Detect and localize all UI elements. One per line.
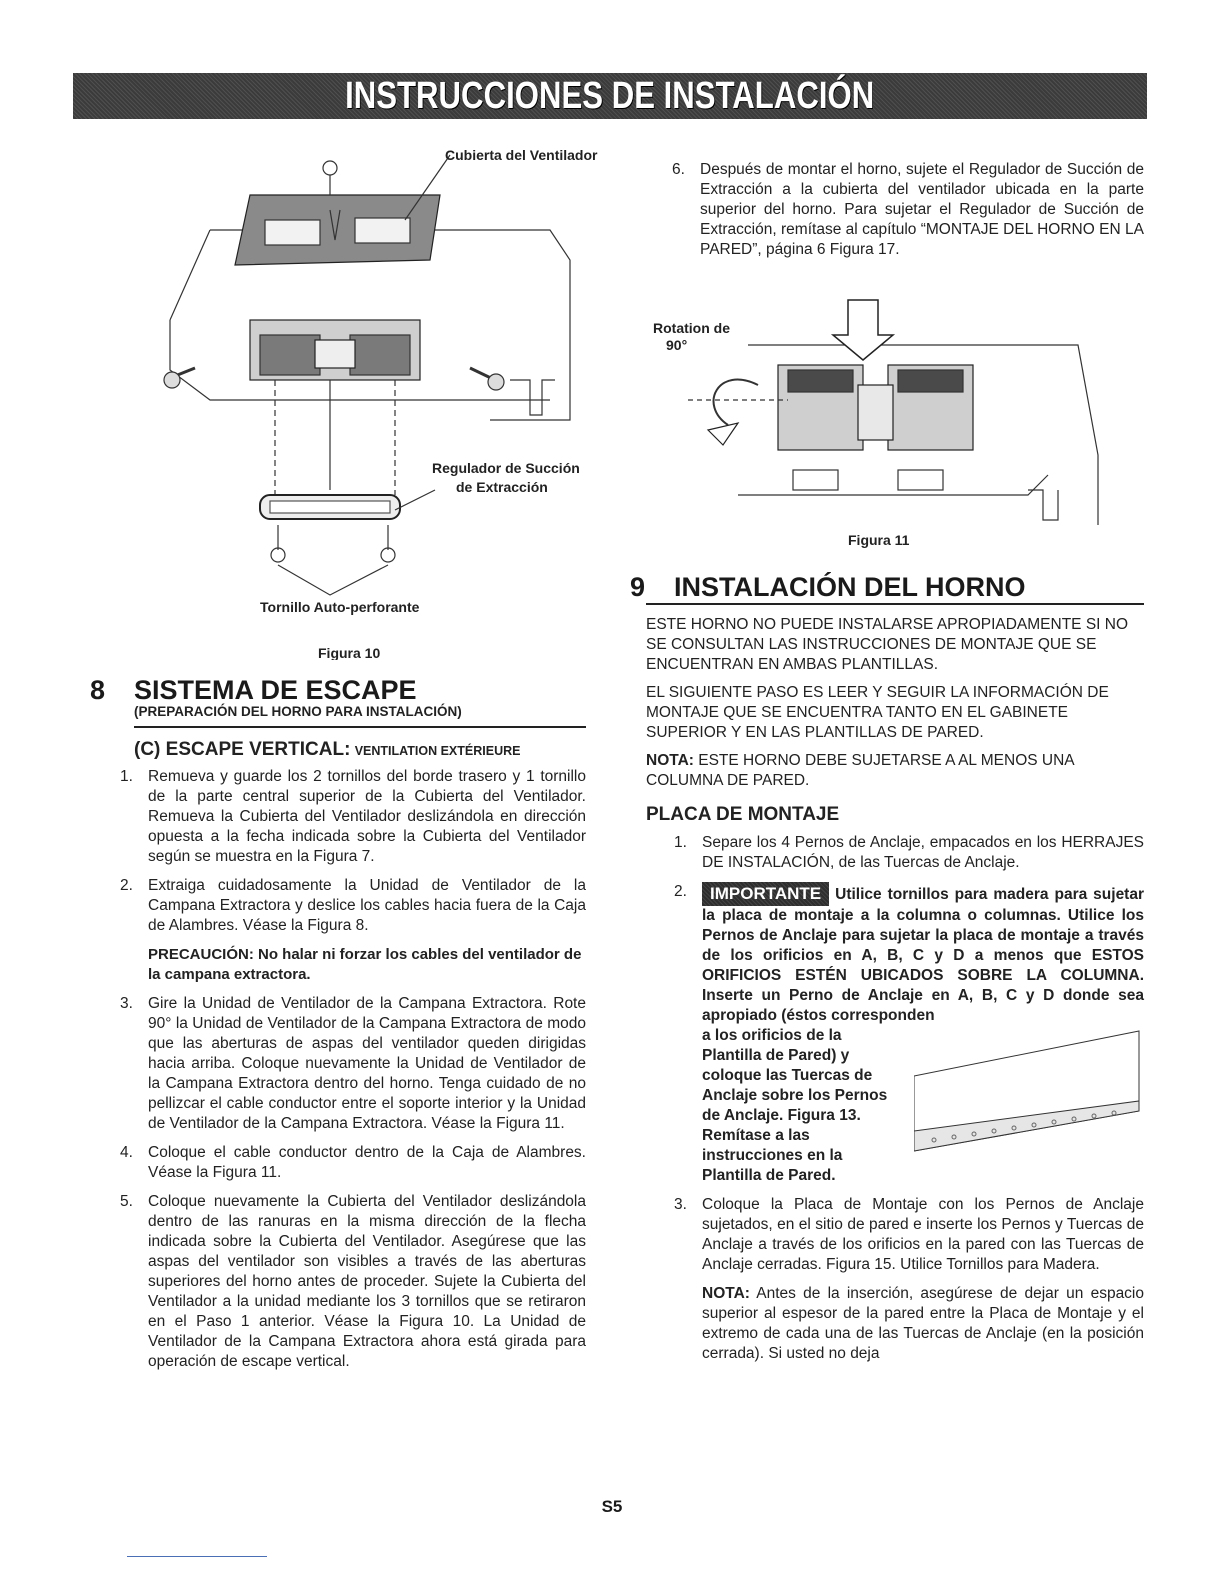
section-8-steps bbox=[120, 767, 586, 936]
section-9-nota-2: NOTA: Antes de la inserción, asegúrese de dejar un espacio superior al espesor de la pared entre la Placa de Montaje y el extremo de cada una de las Tuercas de Anclaje (en la posición cerrada). Si usted no deja bbox=[702, 1285, 1144, 1362]
section-9-rule bbox=[646, 603, 1144, 605]
step-2-wrap: a los orificios de la Plantilla de Pared) y coloque las Tuercas de Anclaje sobre los Pernos de Anclaje. Figura 13. Remítase a las instrucciones en la Plantilla de Pared. bbox=[702, 1026, 1144, 1186]
fan-rotation-diagram bbox=[648, 295, 1148, 555]
step-6-list bbox=[672, 160, 1144, 260]
section-9-heading bbox=[630, 572, 1144, 602]
section-9-para2: EL SIGUIENTE PASO ES LEER Y SEGUIR LA INFORMACIÓN DE MONTAJE QUE SE ENCUENTRA TANTO EN EL GABINETE SUPERIOR Y EN LAS PLANTILLAS DE PARED. bbox=[646, 684, 1109, 741]
footer-link-line bbox=[127, 1556, 267, 1557]
header-banner bbox=[73, 73, 1147, 119]
page-title: INSTRUCCIONES DE INSTALACIÓN bbox=[345, 74, 875, 117]
list-item: 1. Remueva y guarde los 2 tornillos del borde trasero y 1 tornillo de la parte central superior de la Cubierta del Ventilador. Remueva la Cubierta del Ventilador deslizándola en dirección opuesta a la fecha indicada sobre la Cubierta del Ventilador según se muestra en la Figura 7. bbox=[120, 768, 586, 865]
placa-subhead: PLACA DE MONTAJE bbox=[646, 804, 840, 825]
list-item: 1. Separe los 4 Pernos de Anclaje, empacados en los HERRAJES DE INSTALACIÓN, de las Tuercas de Anclaje. bbox=[674, 834, 1144, 871]
label-rotation-1: Rotation de bbox=[653, 320, 730, 336]
figure-11 bbox=[648, 295, 1148, 555]
section-9-para1: ESTE HORNO NO PUEDE INSTALARSE APROPIADAMENTE SI NO SE CONSULTAN LAS INSTRUCCIONES DE MONTAJE QUE SE ENCUENTRAN EN AMBAS PLANTILLAS. bbox=[646, 616, 1129, 673]
subhead-small: VENTILATION EXTÉRIEURE bbox=[354, 744, 521, 758]
step-6-block bbox=[672, 160, 1144, 269]
label-tornillo: Tornillo Auto-perforante bbox=[260, 599, 420, 615]
label-rotation-2: 90° bbox=[666, 337, 688, 353]
important-badge: IMPORTANTE bbox=[702, 882, 829, 906]
list-item: 6. Después de montar el horno, sujete el Regulador de Succión de Extracción a la cubierta del ventilador ubicada en la parte superior del horno. Para sujetar el Regulador de Succión de Extracción, remítase al capítulo “MONTAJE DEL HORNO EN LA PARED”, página 6 Figura 17. bbox=[672, 161, 1144, 258]
placa-steps bbox=[674, 833, 1144, 1275]
mounting-plate-figure bbox=[914, 1026, 1144, 1186]
section-9 bbox=[630, 572, 1144, 1364]
list-item: 4. Coloque el cable conductor dentro de la Caja de Alambres. Véase la Figura 11. bbox=[120, 1144, 586, 1181]
figure-10-caption: Figura 10 bbox=[318, 645, 381, 660]
subhead-main: (C) ESCAPE VERTICAL: bbox=[134, 739, 351, 760]
subhead-escape-vertical bbox=[134, 740, 586, 761]
caution-note: PRECAUCIÓN: No halar ni forzar los cables del ventilador de la campana extractora. bbox=[148, 946, 582, 983]
section-8-subtitle: (PREPARACIÓN DEL HORNO PARA INSTALACIÓN) bbox=[134, 704, 462, 719]
page-number: S5 bbox=[601, 1497, 623, 1516]
mounting-plate-svg bbox=[914, 1026, 1144, 1166]
section-8-rule bbox=[134, 726, 586, 728]
label-regulador-1: Regulador de Succión bbox=[432, 460, 580, 476]
section-9-nota: NOTA: ESTE HORNO DEBE SUJETARSE A AL MENOS UNA COLUMNA DE PARED. bbox=[646, 752, 1074, 789]
section-8-steps-2 bbox=[120, 994, 586, 1372]
list-item: 3. Gire la Unidad de Ventilador de la Campana Extractora. Rote 90° la Unidad de Ventilador de la Campana Extractora de modo que las aberturas de aspas del ventilador queden dirigidas hacia arriba. Coloque nuevamente la Unidad de Ventilador de la Campana Extractora dentro del horno. Tenga cuidado de no pellizcar el cable conductor entre el soporte interior y la Unidad de Ventilador de la Campana Extractora. Véase la Figura 11. bbox=[120, 995, 586, 1132]
list-item: 3. Coloque la Placa de Montaje con los Pernos de Anclaje sujetados, en el sitio de pared e inserte los Pernos y Tuercas de Anclaje a través de los orificios en la pared con las Tuercas de Anclaje cerradas. Figura 15. Utilice Tornillos para Madera. bbox=[674, 1196, 1144, 1273]
list-item: 5. Coloque nuevamente la Cubierta del Ventilador deslizándola dentro de las ranuras en la misma dirección de la flecha indicada sobre la Cubierta del Ventilador. Asegúrese que las aspas del ventilador son visibles a través de las aberturas superiores del horno antes de proceder. Sujete la Cubierta del Ventilador a la unidad mediante los 3 tornillos que se retiraron en el Paso 1 anterior. Véase la Figura 10. La Unidad de Ventilador de la Campana Extractora ahora está girada para operación de escape vertical. bbox=[120, 1193, 586, 1370]
list-item-important: 2. IMPORTANTE Utilice tornillos para madera para sujetar la placa de montaje a la columna o columnas. Utilice los Pernos de Anclaje para sujetar la placa de montaje a través de los orificios en A, B, C y D a menos que ESTOS ORIFICIOS ESTÉN UBICADOS SOBRE LA COLUMNA. Inserte un Perno de Anclaje en A, B, C y D donde sea apropiado (éstos corresponden a los orificios de la Plantilla de Pared) y coloque las Tuercas de Anclaje sobre los Pernos de Anclaje. Figura 13. Remítase a las instrucciones en la Plantilla de Pared. bbox=[674, 883, 1144, 1184]
figure-11-caption: Figura 11 bbox=[848, 532, 910, 548]
label-cubierta: Cubierta del Ventilador bbox=[445, 147, 598, 163]
label-regulador-2: de Extracción bbox=[456, 479, 548, 495]
section-9-number: 9 bbox=[630, 572, 646, 602]
section-8-heading bbox=[90, 675, 586, 705]
section-9-title: INSTALACIÓN DEL HORNO bbox=[674, 572, 1026, 602]
section-8-title: SISTEMA DE ESCAPE bbox=[134, 675, 417, 705]
section-8 bbox=[90, 675, 586, 1381]
fan-cover-diagram bbox=[150, 140, 620, 660]
figure-10 bbox=[150, 140, 620, 670]
list-item: 2. Extraiga cuidadosamente la Unidad de Ventilador de la Campana Extractora y deslice los cables hacia fuera de la Caja de Alambres. Véase la Figura 8. bbox=[120, 877, 586, 934]
section-8-number: 8 bbox=[90, 675, 106, 705]
